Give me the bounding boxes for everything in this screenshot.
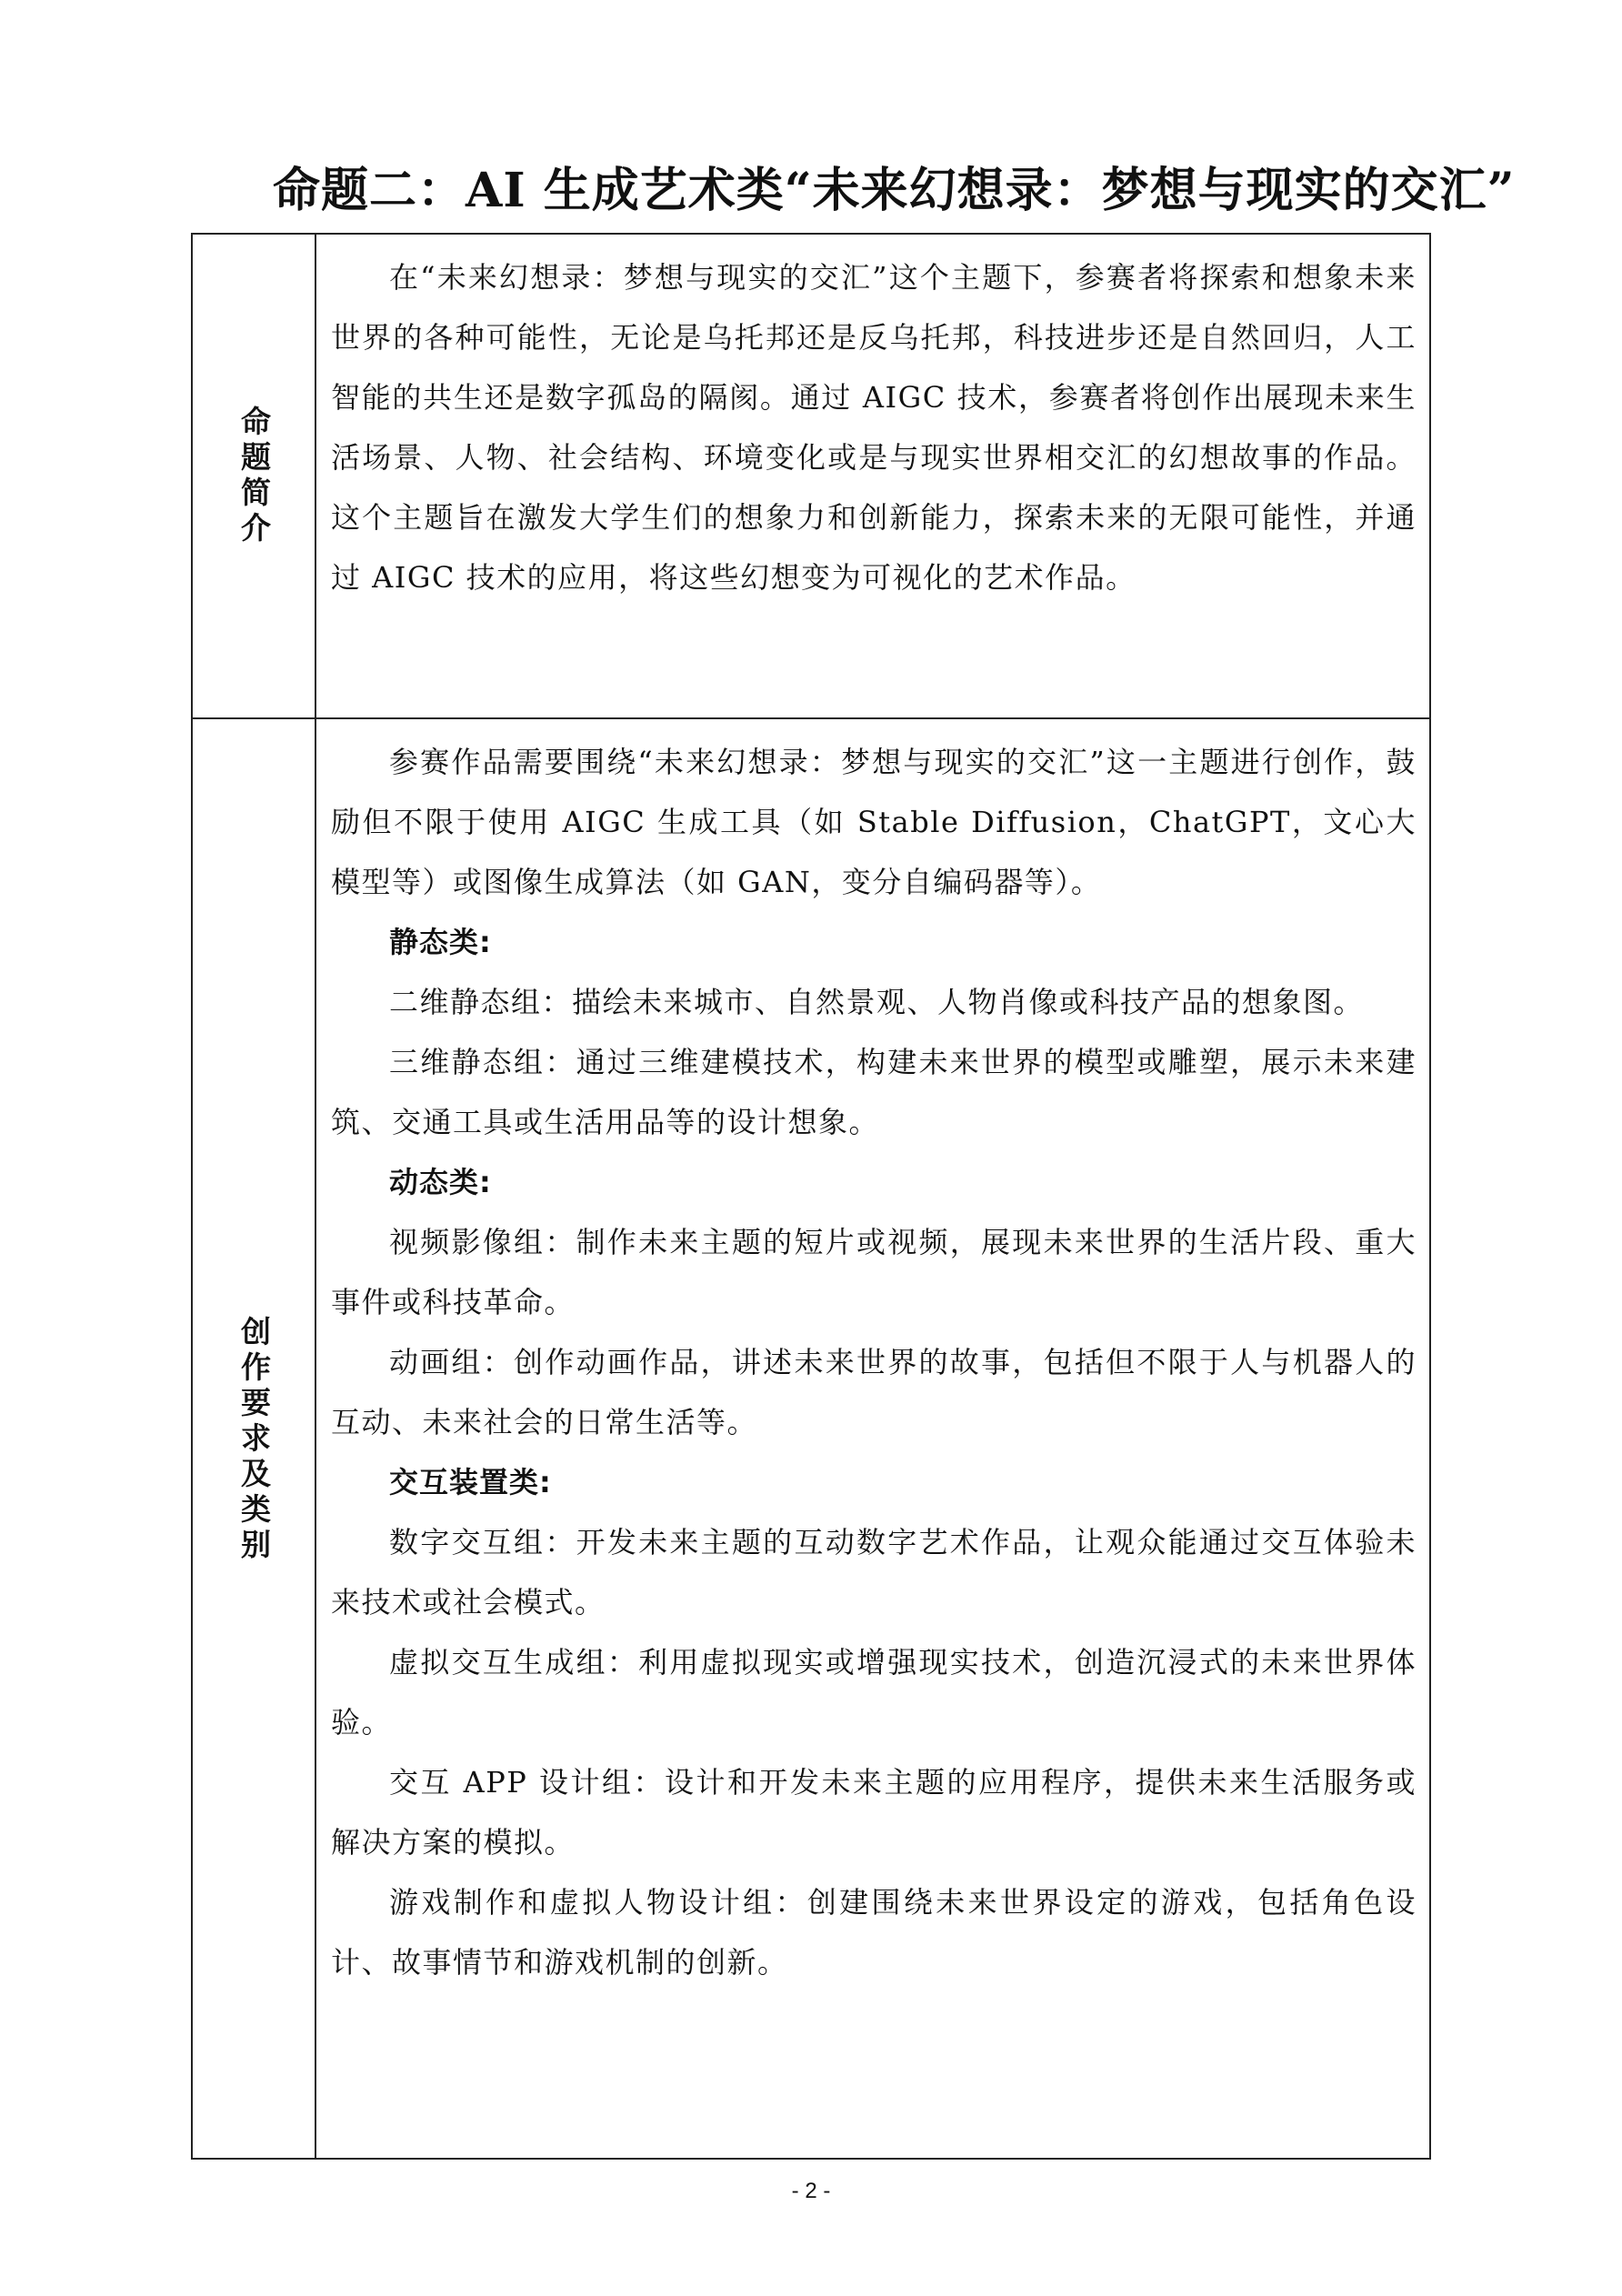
document-title: 命题二：AI 生成艺术类“未来幻想录：梦想与现实的交汇” — [273, 163, 1516, 218]
dynamic-item: 视频影像组：制作未来主题的短片或视频，展现未来世界的生活片段、重大事件或科技革命。 — [331, 1225, 1417, 1319]
row-label-requirements: 创作要求及类别 — [236, 1315, 272, 1564]
dynamic-category-heading: 动态类: — [389, 1165, 492, 1199]
static-item: 二维静态组：描绘未来城市、自然景观、人物肖像或科技产品的想象图。 — [389, 985, 1365, 1019]
row-content-requirements — [316, 719, 1429, 2160]
interactive-item: 游戏制作和虚拟人物设计组：创建围绕未来世界设定的游戏，包括角色设计、故事情节和游戏机制的创新。 — [331, 1885, 1417, 1980]
row-content-introduction — [316, 235, 1429, 717]
row-label-cell — [193, 719, 316, 2160]
table-row-requirements — [193, 719, 1429, 2160]
row-label-introduction: 命题简介 — [236, 405, 272, 547]
introduction-paragraph: 在“未来幻想录：梦想与现实的交汇”这个主题下，参赛者将探索和想象未来世界的各种可能性，无论是乌托邦还是反乌托邦，科技进步还是自然回归，人工智能的共生还是数字孤岛的隔阂。通过 AIGC 技术，参赛者将创作出展现未来生活场景、人物、社会结构、环境变化或是与现实世界相交汇的幻想故事的作品。这个主题旨在激发大学生们的想象力和创新能力，探索未来的无限可能性，并通过 AIGC 技术的应用，将这些幻想变为可视化的艺术作品。 — [331, 260, 1417, 595]
dynamic-item: 动画组：创作动画作品，讲述未来世界的故事，包括但不限于人与机器人的互动、未来社会的日常生活等。 — [331, 1345, 1417, 1439]
interactive-item: 数字交互组：开发未来主题的互动数字艺术作品，让观众能通过交互体验未来技术或社会模式。 — [331, 1525, 1417, 1619]
table-row-introduction — [193, 235, 1429, 719]
interactive-item: 虚拟交互生成组：利用虚拟现实或增强现实技术，创造沉浸式的未来世界体验。 — [331, 1645, 1417, 1740]
row-label-cell — [193, 235, 316, 717]
interactive-item: 交互 APP 设计组：设计和开发未来主题的应用程序，提供未来生活服务或解决方案的模拟。 — [331, 1765, 1417, 1860]
static-category-heading: 静态类: — [389, 925, 492, 959]
interactive-category-heading: 交互装置类: — [389, 1465, 552, 1499]
static-item: 三维静态组：通过三维建模技术，构建未来世界的模型或雕塑，展示未来建筑、交通工具或生活用品等的设计想象。 — [331, 1045, 1417, 1139]
proposal-table — [191, 233, 1431, 2160]
page-number: - 2 - — [791, 2179, 831, 2203]
requirements-intro: 参赛作品需要围绕“未来幻想录：梦想与现实的交汇”这一主题进行创作，鼓励但不限于使用 AIGC 生成工具（如 Stable Diffusion，ChatGPT，文心大模型等）或图像生成算法（如 GAN，变分自编码器等）。 — [331, 745, 1417, 899]
